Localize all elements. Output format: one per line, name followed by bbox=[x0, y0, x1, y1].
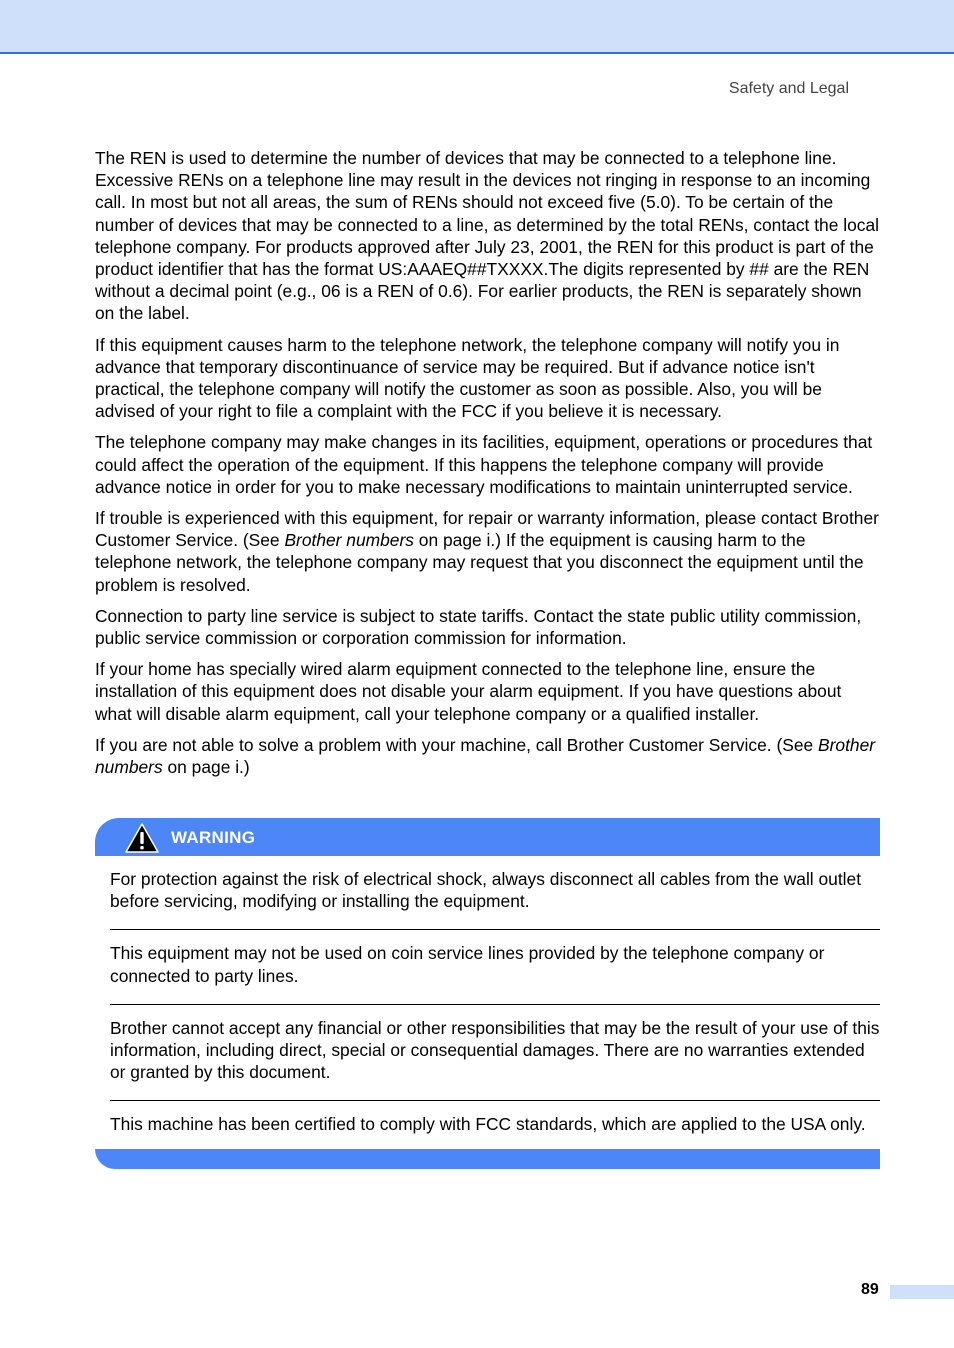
warning-item-coin-service: This equipment may not be used on coin service lines provided by the telephone company or connected to party lines. bbox=[110, 930, 880, 1004]
warning-item-fcc: This machine has been certified to comply with FCC standards, which are applied to the USA only. bbox=[110, 1114, 866, 1135]
paragraph-customer-service bbox=[95, 734, 880, 778]
warning-footer bbox=[95, 1149, 880, 1169]
paragraph-trouble-after: on page i.) If the equipment is causing harm to the telephone network, the telephone company may request that you disconnect the equipment until the problem is resolved. bbox=[95, 530, 864, 595]
warning-box bbox=[95, 818, 880, 1169]
paragraph-party-line: Connection to party line service is subject to state tariffs. Contact the state public utility commission, public service commission or corporation commission for information. bbox=[95, 605, 862, 649]
paragraph-service-before: If you are not able to solve a problem with your machine, call Brother Customer Service. (See bbox=[95, 734, 819, 755]
paragraph-company-changes: The telephone company may make changes in its facilities, equipment, operations or procedures that could affect the operation of the equipment. If this happens the telephone company will provide advance notice in order for you to make necessary modifications to maintain uninterrupted service. bbox=[95, 432, 873, 497]
section-title: Safety and Legal bbox=[728, 80, 849, 97]
warning-triangle-icon bbox=[125, 823, 159, 853]
warning-label: WARNING bbox=[171, 828, 256, 847]
paragraph-ren: The REN is used to determine the number of devices that may be connected to a telephone line. Excessive RENs on a telephone line may result in the devices not ringing in response to an incoming call. In most but not all areas, the sum of RENs should not exceed five (5.0). To be certain of the number of devices that may be connected to a line, as determined by the total RENs, contact the local telephone company. For products approved after July 23, 2001, the REN for this product is part of the product identifier that has the format US:AAAEQ##TXXXX.The digits represented by ## are the REN without a decimal point (e.g., 06 is a REN of 0.6). For earlier products, the REN is separately shown on the label. bbox=[95, 148, 879, 324]
warning-body bbox=[95, 856, 880, 1149]
body-text bbox=[95, 147, 880, 787]
paragraph-alarm: If your home has specially wired alarm equipment connected to the telephone line, ensure the installation of this equipment does not disable your alarm equipment. If you have questions about what will disable alarm equipment, call your telephone company or a qualified installer. bbox=[95, 659, 842, 724]
paragraph-trouble-before: If trouble is experienced with this equipment, for repair or warranty information, please contact Brother Customer Service. (See bbox=[95, 508, 879, 551]
brother-numbers-reference: Brother numbers bbox=[284, 530, 414, 551]
paragraph-trouble bbox=[95, 507, 880, 596]
page-number: 89 bbox=[861, 1281, 879, 1298]
warning-header bbox=[95, 818, 880, 856]
brother-numbers-reference: Brother numbers bbox=[95, 734, 876, 778]
paragraph-network-harm: If this equipment causes harm to the telephone network, the telephone company will notify you in advance that temporary discontinuance of service may be required. But if advance notice isn't practical, the telephone company will notify the customer as soon as possible. Also, you will be advised of your right to file a complaint with the FCC if you believe it is necessary. bbox=[95, 334, 840, 422]
warning-item-shock: For protection against the risk of electrical shock, always disconnect all cables from the wall outlet before servicing, modifying or installing the equipment. bbox=[110, 856, 880, 930]
paragraph-service-after: on page i.) bbox=[162, 757, 250, 778]
warning-item-liability: Brother cannot accept any financial or other responsibilities that may be the result of your use of this information, including direct, special or consequential damages. There are no warranties extended or granted by this document. bbox=[110, 1005, 880, 1102]
page-tab-marker bbox=[890, 1285, 954, 1299]
top-header-band bbox=[0, 0, 954, 54]
